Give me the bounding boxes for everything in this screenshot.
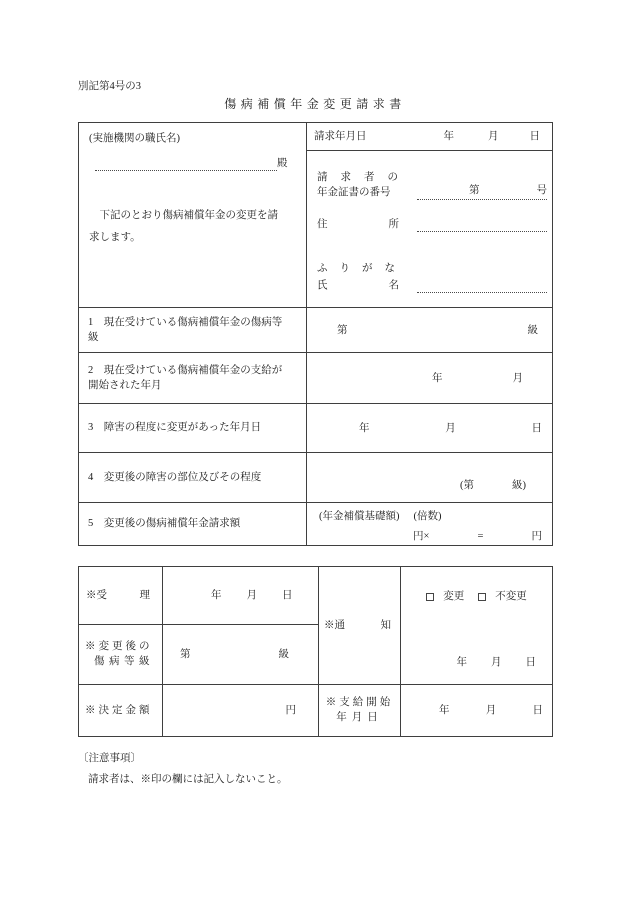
table-row [79, 503, 552, 545]
decided-amount-value-cell[interactable]: 円 [163, 685, 319, 736]
row2-value[interactable]: 年 月 [432, 372, 523, 384]
checkbox-change-label: 変更 [443, 591, 465, 602]
furigana-label: ふりがな [317, 263, 407, 274]
table-row [79, 308, 552, 353]
request-date-day: 日 [529, 131, 540, 142]
name-input-line[interactable] [417, 279, 547, 293]
row4-value[interactable]: (第 級) [460, 480, 526, 491]
pension-certificate-label: 請求者の 年金証書の番号 [317, 172, 411, 198]
agency-label: (実施機関の職氏名) [89, 133, 180, 144]
table-row [79, 404, 552, 453]
go-suffix: 号 [536, 185, 547, 196]
payment-start-label-cell: ※支給開始 年月日 [319, 685, 401, 736]
address-label: 住 所 [317, 219, 399, 230]
request-date-row [307, 123, 552, 151]
pension-certificate-input-line[interactable] [417, 186, 547, 200]
dono-suffix: 殿 [277, 158, 288, 169]
decided-amount-label-cell: ※決定金額 [79, 685, 163, 736]
request-date-label: 請求年月日 [314, 131, 367, 142]
request-date-month: 月 [488, 131, 499, 142]
equals-sign: = [477, 531, 484, 542]
checkbox-no-change[interactable] [478, 593, 486, 601]
official-use-table [78, 566, 553, 737]
pension-certificate-field [317, 170, 547, 200]
row1-label: 1 現在受けている傷病補償年金の傷病等級 [79, 308, 307, 352]
name-field [317, 261, 547, 293]
table-row [79, 453, 552, 503]
notice-date-row[interactable]: 年 月 日 [456, 657, 536, 668]
payment-start-date-cell[interactable]: 年 月 日 [439, 705, 543, 716]
claimant-fields [307, 151, 552, 307]
page-title: 傷病補償年金変更請求書 [224, 97, 406, 111]
row3-value[interactable]: 年 月 日 [359, 422, 542, 434]
row2-label: 2 現在受けている傷病補償年金の支給が開始された年月 [79, 353, 307, 403]
notice-checkbox-row [401, 589, 552, 604]
checkbox-change[interactable] [426, 593, 434, 601]
receipt-date-cell[interactable]: 年 月 日 [163, 567, 319, 625]
row5-label: 5 変更後の傷病補償年金請求額 [79, 503, 307, 545]
address-field [317, 217, 547, 232]
yen-suffix: 円 [531, 531, 542, 542]
row3-label: 3 障害の程度に変更があった年月日 [79, 404, 307, 452]
kyu-suffix: 級 [527, 324, 538, 336]
notice-value-cell [401, 567, 552, 685]
notice-label-cell: ※通 知 [319, 567, 401, 685]
notes-body: 請求者は、※印の欄には記入しないこと。 [88, 774, 288, 785]
row4-label: 4 変更後の障害の部位及びその程度 [79, 453, 307, 502]
new-grade-value-cell[interactable]: 第 級 [163, 625, 319, 685]
request-table [78, 122, 553, 546]
row1-value[interactable] [307, 308, 552, 352]
request-date-year: 年 [443, 131, 454, 142]
agency-cell [79, 123, 307, 307]
name-label: ふりがな 氏 名 [317, 261, 417, 293]
receipt-label-cell: ※受 理 [79, 567, 163, 625]
agency-name-input-line[interactable] [95, 157, 277, 171]
row5-value[interactable] [307, 503, 552, 545]
new-grade-label-cell: ※変更後の 傷病等級 [79, 625, 163, 685]
address-input-line[interactable] [417, 218, 547, 232]
checkbox-no-change-label: 不変更 [495, 591, 527, 602]
request-statement: 下記のとおり傷病補償年金の変更を請求します。 [89, 210, 278, 243]
notes-heading: 〔注意事項〕 [78, 753, 141, 764]
yen-times: 円× [413, 531, 430, 542]
header-row [79, 123, 552, 308]
dai-prefix: 第 [337, 324, 348, 336]
dai-prefix: 第 [469, 185, 480, 196]
claimant-cell [307, 123, 552, 307]
form-reference-number: 別記第4号の3 [78, 81, 141, 92]
multiplier-label: (倍数) [413, 511, 442, 522]
agency-name-row [89, 156, 298, 171]
table-row [79, 353, 552, 404]
base-amount-label: (年金補償基礎額) [319, 511, 400, 522]
